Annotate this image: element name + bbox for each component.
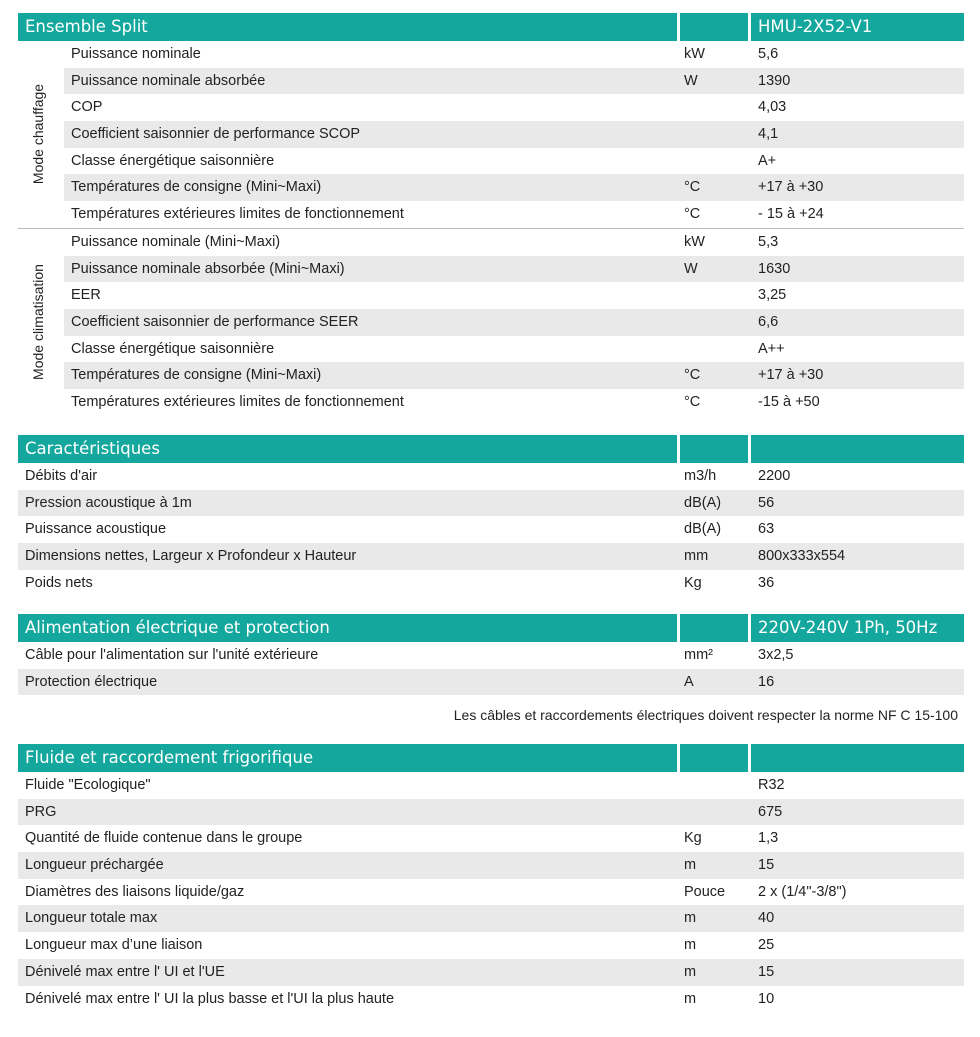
table-row xyxy=(64,121,964,148)
row-label: Diamètres des liaisons liquide/gaz xyxy=(25,883,245,900)
row-value: A++ xyxy=(758,340,785,357)
caracteristiques-section xyxy=(18,435,964,596)
row-unit: m xyxy=(684,857,697,874)
row-label: Températures extérieures limites de fonctionnement xyxy=(71,206,404,223)
heating-rows xyxy=(64,41,964,228)
table-row xyxy=(18,879,964,906)
row-label: Températures de consigne (Mini~Maxi) xyxy=(71,367,322,384)
row-unit xyxy=(679,336,750,363)
alimentation-header xyxy=(18,614,964,642)
table-row xyxy=(64,336,964,363)
row-value: 6,6 xyxy=(758,313,779,330)
alimentation-title: Alimentation électrique et protection xyxy=(18,614,677,642)
row-value: A+ xyxy=(758,152,777,169)
row-value: 56 xyxy=(758,494,775,511)
row-value: 15 xyxy=(758,963,775,980)
row-value: 800x333x554 xyxy=(758,548,846,565)
row-unit xyxy=(679,799,750,826)
row-unit: °C xyxy=(684,179,701,196)
row-unit: kW xyxy=(684,46,705,62)
row-unit: °C xyxy=(684,393,701,410)
caracteristiques-unit-header xyxy=(680,435,748,463)
table-row xyxy=(18,570,964,597)
row-value: 16 xyxy=(758,673,775,690)
heating-mode-label: Mode chauffage xyxy=(30,84,46,185)
row-label: Puissance nominale xyxy=(71,46,201,62)
row-label: Puissance nominale absorbée xyxy=(71,72,266,89)
caracteristiques-rows xyxy=(18,463,964,596)
split-unit-header xyxy=(680,13,748,41)
row-value: 63 xyxy=(758,521,775,538)
split-title: Ensemble Split xyxy=(18,13,677,41)
fluide-value-header xyxy=(751,744,964,772)
table-row xyxy=(18,543,964,570)
table-row xyxy=(64,201,964,228)
row-label: PRG xyxy=(25,803,57,820)
row-value: 5,6 xyxy=(758,46,779,62)
row-unit: Pouce xyxy=(684,883,726,900)
table-row xyxy=(18,799,964,826)
row-label: Longueur préchargée xyxy=(25,857,164,874)
row-unit: m xyxy=(684,937,697,954)
row-label: Coefficient saisonnier de performance SCOP xyxy=(71,126,361,143)
row-label: Protection électrique xyxy=(25,673,158,690)
row-value: 2 x (1/4"-3/8") xyxy=(758,883,847,900)
row-label: Dénivelé max entre l' UI la plus basse et l'UI la plus haute xyxy=(25,990,395,1007)
row-unit: m3/h xyxy=(684,468,717,484)
table-row xyxy=(18,825,964,852)
caracteristiques-header xyxy=(18,435,964,463)
row-label: Poids nets xyxy=(25,574,93,591)
row-label: Fluide "Ecologique" xyxy=(25,777,151,793)
row-unit: Kg xyxy=(684,830,702,847)
fluide-title: Fluide et raccordement frigorifique xyxy=(18,744,677,772)
alimentation-unit-header xyxy=(680,614,748,642)
table-row xyxy=(18,463,964,490)
row-unit xyxy=(679,148,750,175)
row-unit: °C xyxy=(684,367,701,384)
alimentation-value-header: 220V-240V 1Ph, 50Hz xyxy=(751,614,964,642)
row-value: 1,3 xyxy=(758,830,779,847)
row-label: EER xyxy=(71,287,101,304)
table-row xyxy=(64,229,964,256)
table-row xyxy=(64,256,964,283)
row-value: 4,1 xyxy=(758,126,779,143)
split-header xyxy=(18,13,964,41)
row-value: 15 xyxy=(758,857,775,874)
row-label: Pression acoustique à 1m xyxy=(25,494,192,511)
row-value: 40 xyxy=(758,910,775,927)
row-value: +17 à +30 xyxy=(758,367,824,384)
row-unit: mm xyxy=(684,548,709,565)
row-label: Quantité de fluide contenue dans le groupe xyxy=(25,830,303,847)
row-value: 36 xyxy=(758,574,775,591)
row-unit: W xyxy=(684,260,698,277)
row-unit: Kg xyxy=(684,574,702,591)
fluide-unit-header xyxy=(680,744,748,772)
table-row xyxy=(18,852,964,879)
row-label: Puissance acoustique xyxy=(25,521,167,538)
row-label: Débits d'air xyxy=(25,468,98,484)
table-row xyxy=(64,68,964,95)
row-value: 25 xyxy=(758,937,775,954)
cooling-mode-label: Mode climatisation xyxy=(30,264,46,381)
row-unit: A xyxy=(684,673,694,690)
row-unit: W xyxy=(684,72,698,89)
row-unit xyxy=(679,309,750,336)
row-label: Classe énergétique saisonnière xyxy=(71,340,275,357)
fluide-rows xyxy=(18,772,964,1012)
table-row xyxy=(18,772,964,799)
alimentation-rows xyxy=(18,642,964,695)
row-label: Températures extérieures limites de fonctionnement xyxy=(71,393,404,410)
row-unit: m xyxy=(684,910,697,927)
row-value: 4,03 xyxy=(758,99,787,116)
row-value: - 15 à +24 xyxy=(758,206,824,223)
table-row xyxy=(18,490,964,517)
table-row xyxy=(18,669,964,696)
row-unit xyxy=(679,94,750,121)
table-row xyxy=(64,41,964,68)
row-value: 5,3 xyxy=(758,233,779,250)
row-value: 3x2,5 xyxy=(758,647,794,663)
split-model: HMU-2X52-V1 xyxy=(751,13,964,41)
table-row xyxy=(64,174,964,201)
row-label: Températures de consigne (Mini~Maxi) xyxy=(71,179,322,196)
cooling-group xyxy=(18,228,964,416)
caracteristiques-value-header xyxy=(751,435,964,463)
row-label: Câble pour l'alimentation sur l'unité extérieure xyxy=(25,647,319,663)
row-value: 2200 xyxy=(758,468,791,484)
row-value: 675 xyxy=(758,803,783,820)
alimentation-note: Les câbles et raccordements électriques doivent respecter la norme NF C 15-100 xyxy=(453,707,958,723)
row-unit: dB(A) xyxy=(684,521,722,538)
row-label: Longueur max d’une liaison xyxy=(25,937,203,954)
row-value: R32 xyxy=(758,777,785,793)
table-row xyxy=(64,389,964,416)
table-row xyxy=(64,282,964,309)
table-row xyxy=(18,986,964,1013)
table-row xyxy=(18,905,964,932)
row-label: Puissance nominale absorbée (Mini~Maxi) xyxy=(71,260,345,277)
table-row xyxy=(64,94,964,121)
row-label: Dimensions nettes, Largeur x Profondeur x Hauteur xyxy=(25,548,357,565)
row-unit xyxy=(679,282,750,309)
table-row xyxy=(18,642,964,669)
row-value: 1630 xyxy=(758,260,791,277)
row-unit: m xyxy=(684,990,697,1007)
table-row xyxy=(64,309,964,336)
table-row xyxy=(18,516,964,543)
row-unit: °C xyxy=(684,206,701,223)
alimentation-section xyxy=(18,614,964,695)
caracteristiques-title: Caractéristiques xyxy=(18,435,677,463)
row-value: 3,25 xyxy=(758,287,787,304)
row-unit: kW xyxy=(684,233,705,250)
row-label: Longueur totale max xyxy=(25,910,158,927)
row-unit: dB(A) xyxy=(684,494,722,511)
fluide-header xyxy=(18,744,964,772)
row-label: Puissance nominale (Mini~Maxi) xyxy=(71,233,281,250)
split-section xyxy=(18,13,964,416)
table-row xyxy=(64,362,964,389)
row-value: 10 xyxy=(758,990,775,1007)
row-value: -15 à +50 xyxy=(758,393,820,410)
row-value: +17 à +30 xyxy=(758,179,824,196)
fluide-section xyxy=(18,744,964,1012)
row-label: Coefficient saisonnier de performance SEER xyxy=(71,313,359,330)
heating-group xyxy=(18,41,964,228)
row-value: 1390 xyxy=(758,72,791,89)
row-label: Dénivelé max entre l' UI et l'UE xyxy=(25,963,225,980)
row-unit xyxy=(679,772,750,799)
row-unit xyxy=(679,121,750,148)
table-row xyxy=(18,959,964,986)
table-row xyxy=(18,932,964,959)
row-label: COP xyxy=(71,99,103,116)
cooling-rows xyxy=(64,229,964,416)
row-label: Classe énergétique saisonnière xyxy=(71,152,275,169)
row-unit: m xyxy=(684,963,697,980)
row-unit: mm² xyxy=(684,647,713,663)
table-row xyxy=(64,148,964,175)
